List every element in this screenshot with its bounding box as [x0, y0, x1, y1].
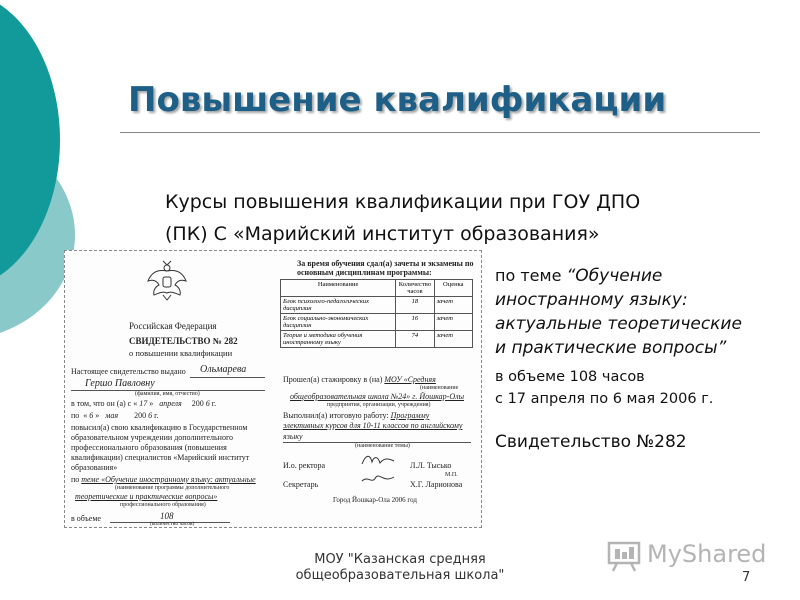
cert-thesis-hw-2: элективных курсов для 10-11 классов по английскому: [283, 421, 463, 430]
course-topic: [495, 264, 742, 360]
cert-from-prefix: в том, что он (а) с «: [71, 399, 138, 408]
cert-thesis-hw-1: Программу: [390, 411, 430, 420]
table-header: Оценка: [434, 280, 472, 297]
cert-name-caption: (фамилия, имя, отчество): [135, 391, 200, 397]
cert-table-intro-1: За время обучения сдал(а) зачеты и экзамены по: [297, 259, 474, 268]
cert-issued-to: Настоящее свидетельство выдано: [71, 367, 186, 376]
table-row: [281, 280, 473, 297]
topic-line-4: и практические вопросы”: [495, 338, 727, 358]
cert-stamp-label: М.П.: [445, 472, 458, 478]
table-cell: 18: [396, 297, 434, 314]
volume-line-2: с 17 апреля по 6 мая 2006 г.: [495, 391, 714, 407]
course-details: [495, 264, 742, 452]
intro-line-2: (ПК) С «Марийский институт образования»: [165, 223, 600, 245]
cert-city-date: Город Йошкар-Ола 2006 год: [333, 496, 417, 504]
cert-thesis-hw-3: языку: [283, 432, 303, 441]
cert-secretary-label: Секретарь: [283, 480, 319, 489]
cert-rector-label: И.о. ректора: [283, 461, 326, 470]
table-cell: 16: [396, 314, 434, 331]
cert-country: Российская Федерация: [129, 321, 217, 331]
cert-year-suffix-2: г.: [154, 411, 159, 420]
rector-signature-icon: [360, 452, 396, 468]
cert-internship-row: [283, 375, 436, 384]
slide-title: Повышение квалификации: [128, 80, 667, 120]
topic-line-2: иностранному языку:: [495, 290, 688, 310]
footer-line-1: МОУ "Казанская средняя: [314, 552, 486, 567]
cert-body-3: профессионального образования (повышения: [71, 443, 227, 452]
cert-internship-prefix: Прошел(а) стажировку в (на): [283, 375, 383, 384]
secretary-signature-icon: [360, 471, 396, 487]
cert-year-prefix-2: 200: [134, 411, 147, 420]
cert-to-month: мая: [105, 411, 119, 420]
volume-line-1: в объеме 108 часов: [495, 369, 645, 385]
cert-program-row: [71, 475, 256, 484]
cert-to-prefix: по: [71, 411, 80, 420]
cert-program-hw-1: теме «Обучение иностранному языку: актуальные: [81, 475, 256, 484]
cert-rector-name: Л.Л. Тысько: [410, 461, 452, 470]
course-volume: [495, 366, 742, 410]
table-cell: Блок психолого-педагогических дисциплин: [281, 297, 396, 314]
cert-from-day: 17: [139, 399, 148, 408]
topic-line-1: “Обучение: [566, 266, 663, 286]
myshared-logo: [607, 538, 767, 574]
table-cell: Блок социально-экономических дисциплин: [281, 314, 396, 331]
presentation-board-icon: [607, 540, 643, 572]
cert-body-4: квалификации) специалистов «Марийский институт: [71, 453, 250, 462]
table-row: [281, 314, 473, 331]
cert-body-5: образования»: [71, 463, 118, 472]
table-cell: 74: [396, 331, 434, 348]
cert-secretary-name: Х.Г. Ларионова: [410, 480, 463, 489]
table-cell: зачет: [434, 297, 472, 314]
page-number: 7: [742, 570, 751, 585]
cert-internship-hw-1: МОУ «Средняя: [384, 375, 436, 384]
cert-to-day: 6: [89, 411, 94, 420]
cert-name-hw-2: Гершо Павловну: [85, 378, 155, 389]
cert-program-caption-2: профессионального образования): [120, 502, 206, 508]
logo-text: MyShared: [647, 540, 767, 568]
cert-internship-caption: (наименование: [420, 385, 459, 391]
topic-prefix: по теме: [495, 266, 567, 285]
intro-line-1: Курсы повышения квалификации при ГОУ ДПО: [165, 191, 641, 213]
cert-body-2: образовательном учреждении дополнительного: [71, 433, 234, 442]
cert-title: СВИДЕТЕЛЬСТВО № 282: [129, 336, 238, 346]
cert-body-1: повысил(а) свою квалификацию в Государственном: [71, 423, 248, 432]
table-row: [281, 297, 473, 314]
cert-year-prefix: 200: [191, 399, 204, 408]
table-cell: зачет: [434, 314, 472, 331]
cert-program-caption: (наименование программы дополнительного: [115, 485, 230, 491]
table-header: Количество часов: [396, 280, 434, 297]
cert-subtitle: о повышении квалификации: [129, 348, 233, 358]
eagle-emblem-icon: [145, 259, 189, 301]
cert-thesis-row: [283, 411, 429, 420]
cert-from-row: в том, что он (а) с « 17 » апреля 200 6 г.: [71, 399, 217, 408]
cert-from-month: апреля: [159, 399, 182, 408]
cert-program-prefix: по: [71, 475, 80, 484]
cert-year-suffix: г.: [211, 399, 217, 408]
cert-program-hw-2: теоретические и практические вопросы»: [75, 492, 218, 501]
cert-year-digit-2: 6: [148, 411, 153, 420]
certificate-image: [64, 250, 482, 528]
certificate-number: Свидетельство №282: [495, 432, 687, 452]
cert-volume-caption: (количество часов): [150, 521, 195, 527]
cert-name-hw-1: Ольмарева: [200, 364, 247, 375]
topic-line-3: актуальные теоретические: [495, 314, 742, 334]
cert-thesis-prefix: Выполнил(а) итоговую работу:: [283, 411, 389, 420]
cert-year-digit: 6: [205, 399, 210, 408]
cert-internship-hw-2: общеобразовательная школа №24» г. Йошкар-Олы: [290, 392, 465, 401]
cert-to-row: по « 6 » мая 200 6 г.: [71, 411, 159, 420]
cert-internship-caption-2: предприятия, организации, учреждения): [327, 402, 431, 408]
table-cell: Теория и методика обучения иностранному языку: [281, 331, 396, 348]
footer-line-2: общеобразовательная школа": [295, 568, 505, 583]
cert-table-intro-2: основным дисциплинам программы:: [297, 268, 432, 277]
table-header: Наименование: [281, 280, 396, 297]
table-row: [281, 331, 473, 348]
cert-volume-hw: 108: [160, 511, 174, 521]
slide-footer: [260, 552, 540, 584]
cert-thesis-caption: (наименование темы): [355, 443, 410, 449]
table-cell: зачет: [434, 331, 472, 348]
cert-disciplines-table: [280, 279, 473, 348]
cert-volume-label: в объеме: [71, 514, 101, 523]
cert-line: [190, 377, 265, 378]
title-divider: [120, 132, 760, 133]
intro-text: [165, 186, 640, 250]
